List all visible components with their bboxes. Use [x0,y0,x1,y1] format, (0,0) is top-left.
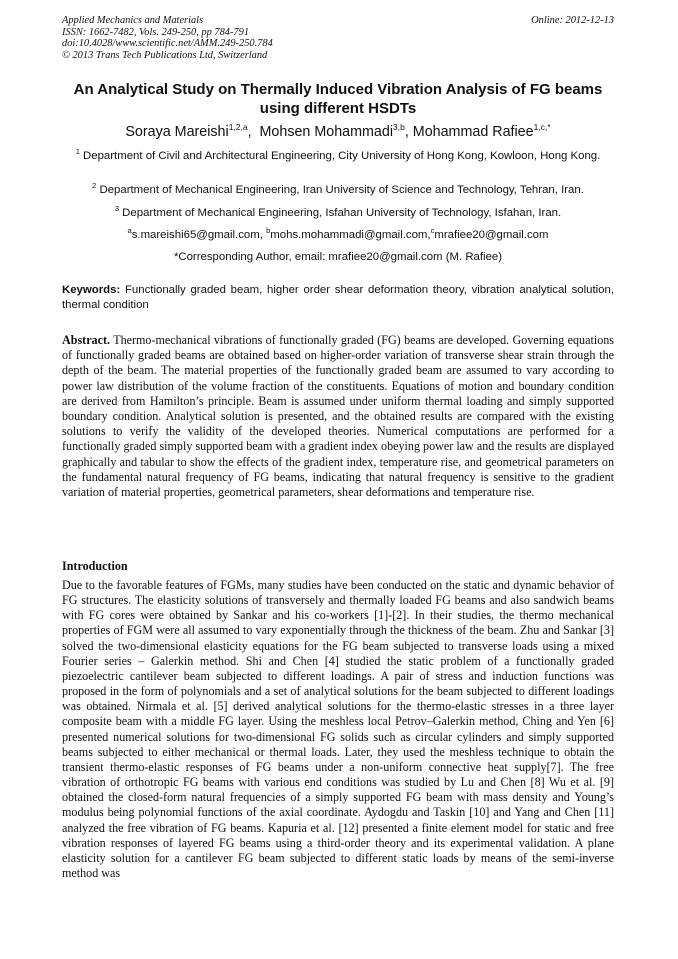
corresponding-author: *Corresponding Author, email: mrafiee20@gmail.com (M. Rafiee) [173,251,503,263]
author-name: Mohammad Rafiee [412,124,534,140]
keywords-label: Keywords: [62,284,121,296]
abstract [62,333,614,500]
abstract-text: Thermo-mechanical vibrations of functionally graded (FG) beams are developed. Governing equations of functionally graded beams are obtained based on higher-order variation of transverse shear strain through the depth of the beam. The material properties of the functionally graded beam are assumed to vary according to power law distribution of the volume fraction of the constituents. Equations of motion and boundary condition are derived from Hamilton’s principle. Beam is assumed under uniform thermal loading and simply supported boundary condition. Analytical solution is presented, and the obtained results are compared with the existing solutions to verify the validity of the developed theories. Numerical computations are performed for a functionally graded simply supported beam with a gradient index obeying power law and the results are displayed graphically and tabular to show the effects of the gradient index, temperature rise, and geometrical parameters on the fundamental natural frequency of FG beams, indicating that natural frequency is sensitive to the gradient variation of material properties, geometrical parameters, shear deformations and temperature rise. [62,333,614,500]
abstract-label: Abstract. [62,333,111,347]
affiliation-text: Department of Mechanical Engineering, Iran University of Science and Technology, Tehran, Iran. [99,184,584,196]
keywords-text: Functionally graded beam, higher order shear deformation theory, vibration analytical solution, thermal condition [62,284,614,311]
paper-title: An Analytical Study on Thermally Induced Vibration Analysis of FG beams using different HSDTs [73,81,603,117]
affiliation-marker: 1 [75,147,80,157]
keywords [62,283,614,313]
author-list: Soraya Mareishi$^{1,2,a}$, Mohsen Mohammadi$^{3,b}$, Mohammad Rafiee$^{1,c,*}$ [125,122,551,140]
affiliation-1 [62,149,614,164]
affiliation-3 [62,206,614,221]
doi-line: doi:10.4028/www.scientific.net/AMM.249-250.784 [62,38,273,50]
affiliation-text: Department of Civil and Architectural Engineering, City University of Hong Kong, Kowloon, Hong Kong. [83,150,601,162]
email-marker: a [127,226,132,236]
email-marker: b [266,226,271,236]
journal-header [62,15,614,61]
author-superscript: 3,b [393,122,405,133]
affiliation-marker: 3 [114,204,119,214]
author-superscript: 1,2,a [228,122,248,133]
journal-name: Applied Mechanics and Materials [62,15,204,26]
affiliation-text: Department of Mechanical Engineering, Isfahan University of Technology, Isfahan, Iran. [122,207,562,219]
email-link[interactable]: s.mareishi65@gmail.com, [131,229,263,241]
email-marker: c [430,226,435,236]
introduction-text: Due to the favorable features of FGMs, many studies have been conducted on the static and dynamic behavior of FG structures. The elasticity solutions of transversely and thermally loaded FG beams and also sandwich beams with FG cores were obtained by Sankar and his co-workers [1]-[2]. In their studies, the thermo mechanical properties of FGM were all assumed to vary exponentially through the thickness of the beam. Zhu and Sankar [3] solved the two-dimensional elasticity equations for the FG beam subjected to transverse loads using a mixed Fourier series – Galerkin method. Shi and Chen [4] studied the static problem of a functionally graded piezoelectric cantilever beam subjected to different loadings. A pair of stress and induction functions was proposed in the form of polynomials and a set of analytical solutions for the beam subjected to different loadings was obtained. Nirmala et al. [5] derived analytical solutions for the thermo-elastic stresses in a three layer composite beam with a middle FG layer. Using the meshless local Petrov–Galerkin method, Ching and Yen [6] presented numerical solutions for two-dimensional FG solids such as circular cylinders and simply supported beams subjected to either mechanical or thermal loads. Later, they used the meshless technique to obtain the transient thermo-elastic responses of FG beams under a non-uniform connective heat supply[7]. The free vibration of orthotropic FG beams with various end conditions was studied by Lu and Chen [8] Wu et al. [9] obtained the closed-form natural frequencies of a simply supported FG beam with mass density and Young’s modulus being polynomial functions of the axial coordinate. Aydogdu and Taskin [10] and Yang and Chen [11] analyzed the free vibration of FG beams. Kapuria et al. [12] presented a finite element model for static and free vibration responses of layered FG beams using a third-order theory and its experimental validation. A plane elasticity solution for a cantilever FG beam subjected to different static loads by means of the semi-inverse method was [62,578,614,880]
online-date: Online: 2012-12-13 [531,15,614,26]
issn-line: ISSN: 1662-7482, Vols. 249-250, pp 784-791 [62,26,250,38]
email-list [62,228,614,243]
email-link[interactable]: mrafiee20@gmail.com [434,229,549,241]
email-link[interactable]: mohs.mohammadi@gmail.com, [270,229,431,241]
copyright-line: © 2013 Trans Tech Publications Ltd, Switzerland [62,49,268,61]
author-name: Soraya Mareishi [125,124,229,140]
author-name: Mohsen Mohammadi [259,124,394,140]
affiliation-marker: 2 [92,181,97,191]
affiliation-2 [62,183,614,198]
section-heading: Introduction [62,559,128,573]
author-superscript: 1,c,* [533,122,551,133]
